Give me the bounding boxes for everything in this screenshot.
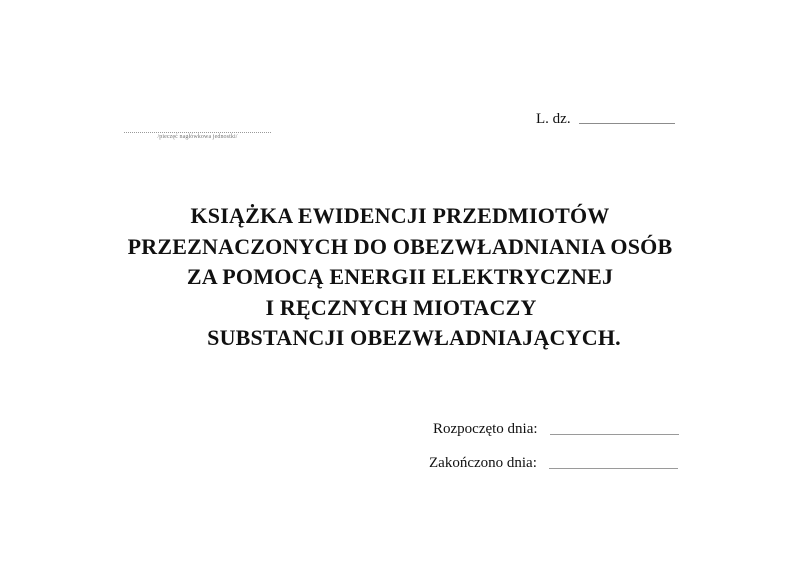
end-date-field [429, 454, 678, 472]
title-line: PRZEZNACZONYCH DO OBEZWŁADNIANIA OSÓB [127, 233, 673, 259]
stamp-caption: /pieczęć nagłówkowa jednostki/ [157, 134, 238, 140]
start-date-field [433, 420, 679, 438]
ldz-label: L. dz. [536, 111, 571, 127]
start-date-blank-line [550, 434, 679, 435]
ldz-blank-line [579, 123, 675, 124]
title-line: ZA POMOCĄ ENERGII ELEKTRYCZNEJ [186, 264, 614, 289]
unit-stamp-field [124, 125, 271, 140]
end-date-blank-line [549, 468, 678, 469]
start-date-label: Rozpoczęto dnia: [433, 421, 538, 437]
end-date-label: Zakończono dnia: [429, 455, 537, 471]
ldz-field [536, 110, 675, 128]
stamp-dotted-line [124, 125, 271, 133]
document-title [0, 201, 800, 354]
title-line: SUBSTANCJI OBEZWŁADNIAJĄCYCH. [207, 325, 621, 350]
title-line: I RĘCZNYCH MIOTACZY [265, 294, 537, 320]
title-line: KSIĄŻKA EWIDENCJI PRZEDMIOTÓW [190, 203, 610, 228]
